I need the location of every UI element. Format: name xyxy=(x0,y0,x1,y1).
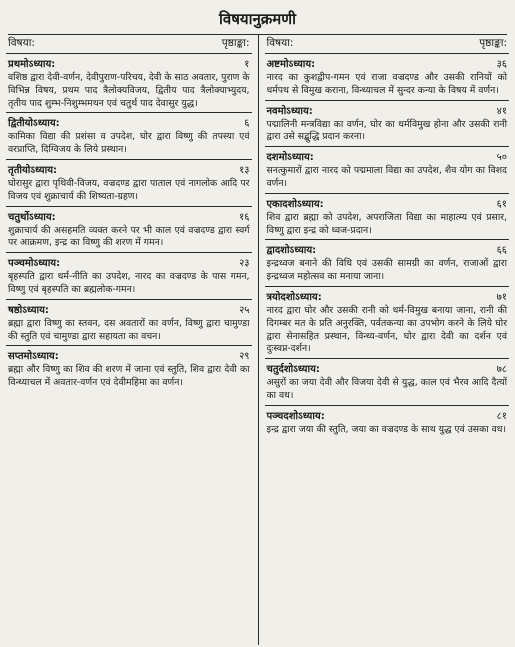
chapter-entry xyxy=(6,117,252,160)
chapter-heading: नवमोऽध्याय: xyxy=(266,105,313,117)
chapter-heading: तृतीयोऽध्याय: xyxy=(8,164,57,176)
chapter-summary: शुक्राचार्य की असहमति व्यक्त करने पर भी काल एवं वज्रदण्ड द्वारा स्वर्ग पर आक्रमण, इन्द्र का विष्णु की शरण में गमन। xyxy=(8,224,250,249)
chapter-entry xyxy=(265,410,510,437)
chapter-entry xyxy=(265,244,510,287)
subject-label: विषया: xyxy=(8,37,35,49)
chapter-heading: एकादशोऽध्याय: xyxy=(266,198,324,210)
chapter-rule xyxy=(265,358,510,359)
chapter-entry xyxy=(6,304,252,347)
chapter-summary: वशिष्ठ द्वारा देवी-वर्णन, देवीपुराण-परिचय, देवी के साठ अवतार, पुराण के विभिन्न विषय, प्रथम पाद त्रैलोक्यविजय, द्वितीय पाद त्रैलोक्याभ्युदय, तृतीय पाद शुम्भ-निशुम्भमथन एवं चतुर्थ पाद देवासुर युद्ध। xyxy=(8,72,250,109)
page-label: पृष्ठाङ्का: xyxy=(479,37,507,49)
chapter-rule xyxy=(265,405,510,406)
contents-columns xyxy=(6,35,509,441)
chapter-summary: घोरासुर द्वारा पृथिवी-विजय, वज्रदण्ड द्वारा पाताल एवं नागलोक आदि पर विजय एवं शुक्राचार्य की शिष्यता-ग्रहण। xyxy=(8,177,250,202)
right-column xyxy=(258,35,510,441)
chapter-heading: पञ्चदशोऽध्याय: xyxy=(266,410,325,422)
chapter-summary: ब्रह्मा और विष्णु का शिव की शरण में जाना एवं स्तुति, शिव द्वारा देवी का विन्ध्याचल में अवतार-वर्णन एवं देवीमहिमा का वर्णन। xyxy=(8,364,250,389)
chapter-summary: शिव द्वारा ब्रह्मा को उपदेश, अपराजिता विद्या का माहात्म्य एवं प्रसार, विष्णु द्वारा इन्द्र को ध्वज-प्रदान। xyxy=(266,211,507,236)
chapter-rule xyxy=(265,100,510,101)
chapter-page: ६ xyxy=(244,118,250,130)
header-rule xyxy=(265,53,510,54)
right-column-header xyxy=(265,35,510,51)
chapter-page: २५ xyxy=(239,304,250,316)
chapter-page: ७८ xyxy=(496,364,507,376)
chapter-entry xyxy=(265,151,510,194)
chapter-entry xyxy=(265,198,510,241)
chapter-entry xyxy=(6,257,252,300)
chapter-page: ३६ xyxy=(496,59,507,70)
chapter-summary: इन्द्र द्वारा जया की स्तुति, जया का वज्रदण्ड के साथ युद्ध एवं उसका वध। xyxy=(266,423,507,435)
chapter-entry xyxy=(265,58,510,101)
chapter-page: २९ xyxy=(239,351,250,363)
chapter-summary: नारद का कुशद्वीप-गमन एवं राजा वज्रदण्ड और उसकी रानियों को धर्मपथ से विमुख कराना, विन्ध्याचल में सुन्दर कन्या के विषय में वर्णन। xyxy=(266,72,507,96)
chapter-entry xyxy=(6,164,252,207)
left-column-header xyxy=(6,35,252,51)
chapter-summary: पद्मालिनी मन्त्रविद्या का वर्णन, घोर का धर्मविमुख होना और उसकी रानी द्वारा उसे सद्बुद्धि प्रदान करना। xyxy=(266,118,507,143)
chapter-rule xyxy=(265,286,510,287)
chapter-rule xyxy=(6,252,252,253)
chapter-rule xyxy=(265,239,510,240)
chapter-summary: बृहस्पति द्वारा धर्म-नीति का उपदेश, नारद का वज्रदण्ड के पास गमन, विष्णु एवं बृहस्पति का ब्रह्मलोक-गमन। xyxy=(8,271,250,295)
chapter-rule xyxy=(6,112,252,113)
subject-label: विषया: xyxy=(266,37,294,49)
chapter-entry xyxy=(6,211,252,254)
chapter-entry xyxy=(265,291,510,359)
chapter-page: ६१ xyxy=(496,198,507,210)
chapter-heading: प्रथमोऽध्याय: xyxy=(8,59,56,70)
chapter-entry xyxy=(265,363,510,406)
chapter-page: ७१ xyxy=(496,291,507,303)
chapter-page: २३ xyxy=(239,258,250,270)
chapter-summary: इन्द्रध्वज बनाने की विधि एवं उसकी सामग्री का वर्णन, राजाओं द्वारा इन्द्रध्वज महोत्सव का मनाया जाना। xyxy=(266,258,507,283)
page-title: विषयानुक्रमणी xyxy=(218,10,297,28)
column-divider xyxy=(258,35,259,645)
chapter-rule xyxy=(6,299,252,300)
chapter-heading: त्रयोदशोऽध्याय: xyxy=(266,291,322,303)
chapter-summary: असुरों का जया देवी और विजया देवी से युद्ध, काल एवं भैरव आदि दैत्यों का वध। xyxy=(266,377,507,401)
chapter-page: ८१ xyxy=(496,410,507,422)
chapter-page: १६ xyxy=(239,211,250,223)
chapter-entry xyxy=(6,58,252,113)
chapter-rule xyxy=(6,159,252,160)
chapter-heading: षष्ठोऽध्याय: xyxy=(8,304,49,316)
chapter-page: १३ xyxy=(239,164,250,176)
chapter-heading: पञ्चमोऽध्याय: xyxy=(8,258,61,270)
left-column xyxy=(6,35,258,441)
chapter-summary: कामिका विद्या की प्रशंसा व उपदेश, घोर द्वारा विष्णु की तपस्या एवं वरप्राप्ति, दिग्विजय के लिये प्रस्थान। xyxy=(8,131,250,156)
chapter-rule xyxy=(6,206,252,207)
chapter-heading: द्वादशोऽध्याय: xyxy=(266,245,317,257)
chapter-heading: दशमोऽध्याय: xyxy=(266,152,314,164)
chapter-heading: सप्तमोऽध्याय: xyxy=(8,351,59,363)
chapter-page: १ xyxy=(244,59,250,70)
chapter-summary: ब्रह्मा द्वारा विष्णु का स्तवन, दस अवतारों का वर्णन, विष्णु द्वारा चामुण्डा की स्तुति एवं चामुण्डा द्वारा सहायता का वचन। xyxy=(8,317,250,342)
chapter-heading: चतुर्दशोऽध्याय: xyxy=(266,364,320,376)
chapter-entry xyxy=(6,350,252,390)
chapter-rule xyxy=(265,193,510,194)
chapter-rule xyxy=(6,345,252,346)
chapter-entry xyxy=(265,105,510,148)
chapter-heading: द्वितीयोऽध्याय: xyxy=(8,118,60,130)
chapter-rule xyxy=(265,146,510,147)
chapter-summary: सनत्कुमारों द्वारा नारद को पद्ममाला विद्या का उपदेश, शैव योग का विशद वर्णन। xyxy=(266,165,507,189)
chapter-heading: चतुर्थोऽध्याय: xyxy=(8,211,56,223)
chapter-page: ५० xyxy=(496,152,507,164)
chapter-page: ४१ xyxy=(496,105,507,117)
page-label: पृष्ठाङ्का: xyxy=(221,37,250,49)
header-rule xyxy=(6,53,252,54)
chapter-page: ६६ xyxy=(496,245,507,257)
chapter-summary: नारद द्वारा घोर और उसकी रानी को धर्म-विमुख बनाया जाना, रानी की दिगम्बर मत के प्रति अनुरक्ति, पर्वतकन्या का उपभोग करने के लिये घोर द्वारा सेनासहित प्रस्थान, विन्ध्य-वर्णन, घोर द्वारा देवी का दर्शन एवं दुःस्वप्न-दर्शन। xyxy=(266,304,507,355)
chapter-heading: अष्टमोऽध्याय: xyxy=(266,59,316,70)
